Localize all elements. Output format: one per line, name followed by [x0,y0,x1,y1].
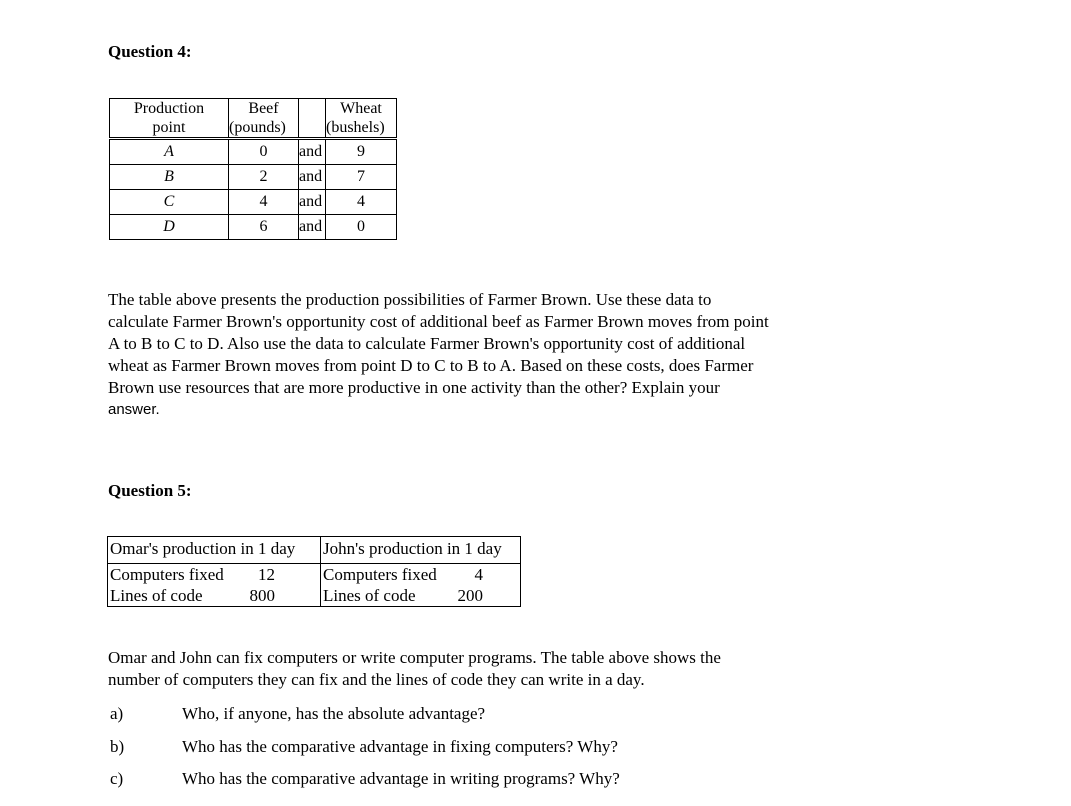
table-row [108,564,521,607]
paragraph-line: Omar and John can fix computers or write computer programs. The table above shows the [108,648,721,667]
item-text: Who, if anyone, has the absolute advantage? [182,704,486,723]
john-computers-row [323,564,518,585]
question-4-heading: Question 4: [108,42,192,61]
item-text: Who has the comparative advantage in writing programs? Why? [182,769,620,788]
header-beef: Beef (pounds) [229,99,299,139]
item-letter: c) [110,769,124,788]
point-cell: D [110,215,229,240]
label: Computers fixed [110,565,224,584]
item-text: Who has the comparative advantage in fixing computers? Why? [182,737,618,756]
john-header: John's production in 1 day [321,537,521,564]
paragraph-line: wheat as Farmer Brown moves from point D to C to B to A. Based on these costs, does Farmer [108,356,754,375]
label: Lines of code [110,586,203,605]
beef-cell: 0 [229,139,299,165]
paragraph-line: number of computers they can fix and the lines of code they can write in a day. [108,670,645,689]
omar-header: Omar's production in 1 day [108,537,321,564]
header-blank [299,99,326,139]
beef-cell: 4 [229,190,299,215]
conjunction-cell: and [299,165,326,190]
paragraph-line: Brown use resources that are more productive in one activity than the other? Explain your [108,378,720,397]
item-letter: b) [110,737,125,756]
value: 800 [249,586,275,605]
label: Computers fixed [323,565,437,584]
label: Lines of code [323,586,416,605]
point-cell: C [110,190,229,215]
paragraph-tail: answer. [108,401,160,418]
question-5-paragraph [108,647,856,691]
table-row [110,190,397,215]
value: 4 [474,565,483,584]
wheat-cell: 7 [326,165,397,190]
wheat-cell: 9 [326,139,397,165]
table-row [110,215,397,240]
conjunction-cell: and [299,215,326,240]
omar-cell [108,564,321,607]
item-letter: a) [110,704,124,723]
question-5-heading: Question 5: [108,481,192,500]
paragraph-line: calculate Farmer Brown's opportunity cost of additional beef as Farmer Brown moves from point [108,312,769,331]
conjunction-cell: and [299,190,326,215]
header-production-point: Production point [110,99,229,139]
production-possibilities-table [109,98,397,240]
value: 200 [457,586,483,605]
beef-cell: 6 [229,215,299,240]
table-header-row [108,537,521,564]
value: 12 [258,565,275,584]
production-comparison-table [107,536,521,607]
table-row [110,139,397,165]
omar-lines-row [110,585,318,606]
question-4-paragraph [108,289,856,421]
wheat-cell: 0 [326,215,397,240]
header-wheat: Wheat (bushels) [326,99,397,139]
paragraph-line: The table above presents the production possibilities of Farmer Brown. Use these data to [108,290,712,309]
point-cell: A [110,139,229,165]
beef-cell: 2 [229,165,299,190]
omar-computers-row [110,564,318,585]
paragraph-line: A to B to C to D. Also use the data to calculate Farmer Brown's opportunity cost of additional [108,334,746,353]
wheat-cell: 4 [326,190,397,215]
point-cell: B [110,165,229,190]
john-cell [321,564,521,607]
table-row [110,165,397,190]
table-header-row [110,99,397,139]
john-lines-row [323,585,518,606]
conjunction-cell: and [299,139,326,165]
